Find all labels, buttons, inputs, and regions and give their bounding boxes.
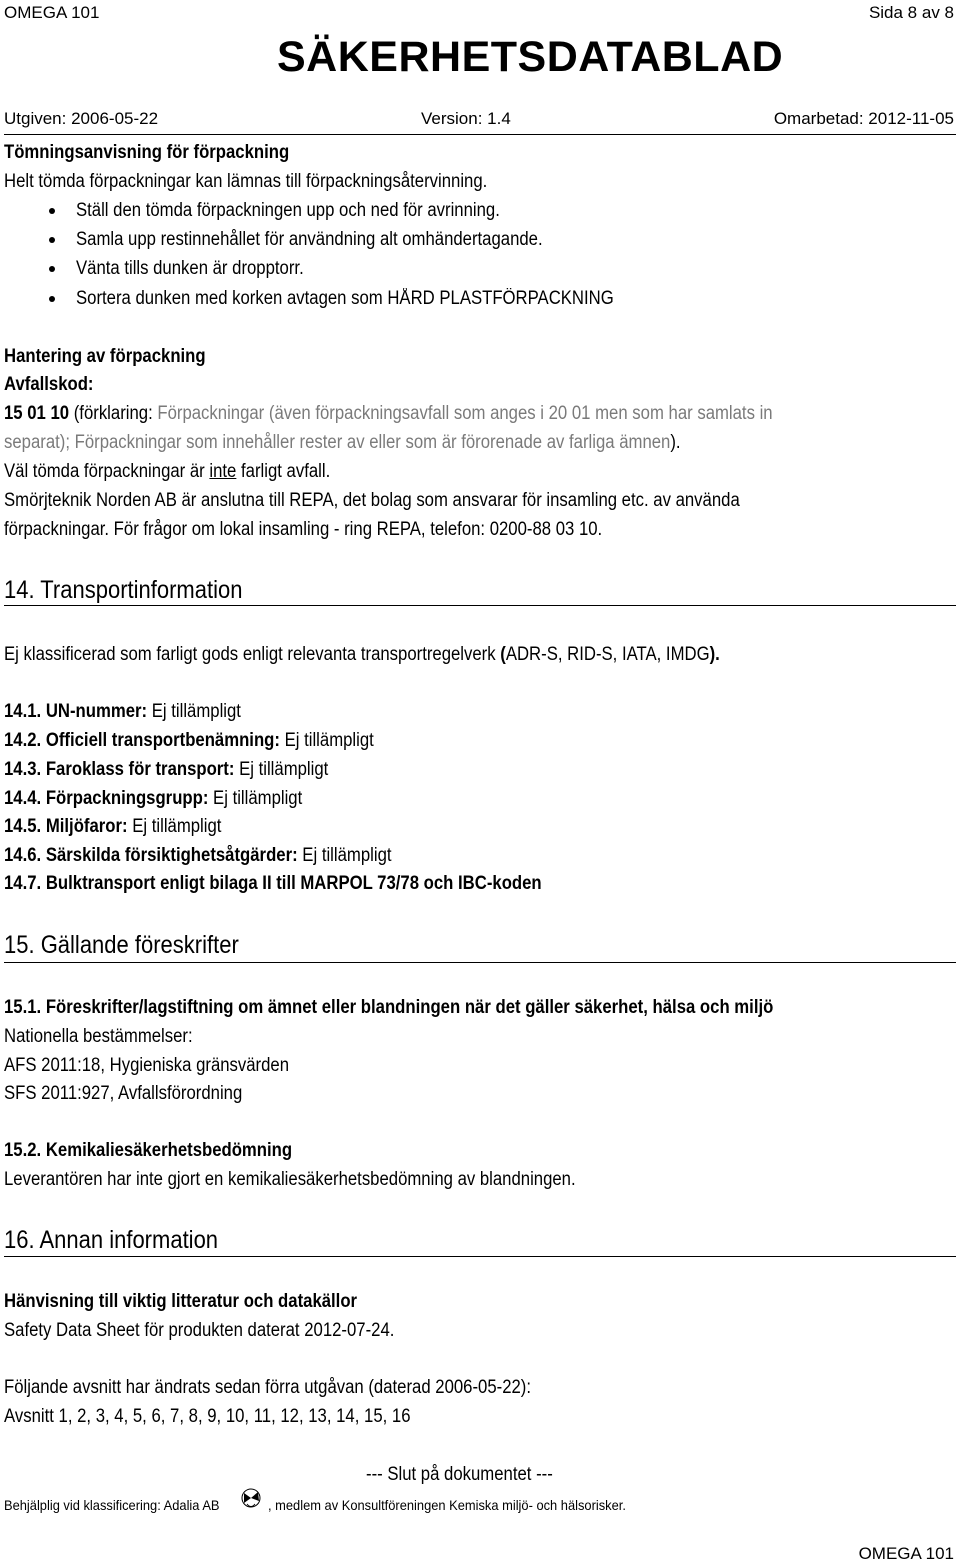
item-label: Miljöfaror: [45, 816, 128, 837]
item-value: Ej tillämpligt [213, 788, 303, 809]
waste-code-line2 [4, 433, 681, 452]
bullet-icon [49, 296, 55, 302]
waste-code-explanation-label: (förklaring: [73, 403, 153, 424]
emptying-heading: Tömningsanvisning för förpackning [4, 142, 290, 163]
item-label: Bulktransport enligt bilaga II till MARPOL 73/78 och IBC-koden [45, 873, 542, 894]
emptying-bullet-2: Samla upp restinnehållet för användning alt omhändertagande. [76, 229, 543, 250]
header-product: OMEGA 101 [4, 3, 100, 22]
item-label: Särskilda försiktighetsåtgärder: [45, 845, 298, 866]
adalia-logo-icon [236, 1487, 266, 1513]
section-16-divider [4, 1256, 956, 1257]
national-regulations-label: Nationella bestämmelser: [4, 1026, 193, 1047]
section-14-intro [4, 645, 720, 664]
transport-item-14-3 [4, 760, 328, 779]
item-value: Ej tillämpligt [284, 730, 374, 751]
transport-intro-pre: Ej klassificerad som farligt gods enligt relevanta transportregelverk [4, 644, 501, 665]
section-14-heading: 14. Transportinformation [4, 576, 243, 604]
emptying-intro: Helt tömda förpackningar kan lämnas till förpackningsåtervinning. [4, 171, 488, 192]
waste-code-label: Avfallskod: [4, 374, 94, 395]
transport-item-14-5 [4, 817, 221, 836]
section-15-heading: 15. Gällande föreskrifter [4, 931, 239, 959]
emptying-bullet-1: Ställ den tömda förpackningen upp och ned för avrinning. [76, 200, 500, 221]
transport-item-14-2 [4, 731, 374, 750]
item-number: 14.3. [4, 759, 42, 780]
transport-item-14-6 [4, 846, 392, 865]
empty-note-post: farligt avfall. [236, 461, 331, 482]
references-heading: Hänvisning till viktig litteratur och datakällor [4, 1291, 358, 1312]
waste-code-explanation: Förpackningar (även förpackningsavfall som anges i 20 01 men som har samlats in [157, 403, 773, 424]
section-15-divider [4, 962, 956, 963]
transport-item-14-1 [4, 702, 241, 721]
item-number: 14.5. [4, 816, 42, 837]
item-label: Officiell transportbenämning: [45, 730, 280, 751]
item-value: Ej tillämpligt [151, 701, 241, 722]
repa-line-2: förpackningar. För frågor om lokal insamling - ring REPA, telefon: 0200-88 03 10. [4, 519, 603, 540]
document-title-text: SÄKERHETSDATABLAD [277, 33, 784, 81]
item-value: Ej tillämpligt [302, 845, 392, 866]
document-title [277, 33, 784, 81]
adalia-logo-svg [236, 1487, 266, 1513]
item-value: Ej tillämpligt [132, 816, 222, 837]
item-label: Förpackningsgrupp: [45, 788, 209, 809]
waste-code-explanation-close: ). [670, 432, 681, 453]
bullet-icon [49, 237, 55, 243]
header-revised-date: Omarbetad: 2012-11-05 [773, 109, 954, 128]
header-page-number: Sida 8 av 8 [868, 3, 954, 22]
section-14-divider [4, 605, 956, 606]
end-of-document: --- Slut på dokumentet --- [366, 1464, 553, 1485]
item-label: Faroklass för transport: [45, 759, 235, 780]
regulation-afs: AFS 2011:18, Hygieniska gränsvärden [4, 1055, 290, 1076]
empty-note-underlined: inte [209, 461, 237, 482]
header-divider [4, 134, 956, 135]
empty-note-pre: Väl tömda förpackningar är [4, 461, 210, 482]
bullet-icon [49, 266, 55, 272]
changed-sections-list: Avsnitt 1, 2, 3, 4, 5, 6, 7, 8, 9, 10, 11, 12, 13, 14, 15, 16 [4, 1406, 411, 1427]
item-number: 14.6. [4, 845, 42, 866]
section-15-2-heading: 15.2. Kemikaliesäkerhetsbedömning [4, 1140, 293, 1161]
waste-code: 15 01 10 [4, 403, 70, 424]
waste-code-explanation-cont: separat); Förpackningar som innehåller rester av eller som är förorenade av farliga ämnen [4, 432, 671, 453]
references-text: Safety Data Sheet för produkten daterat 2012-07-24. [4, 1320, 395, 1341]
item-number: 14.7. [4, 873, 42, 894]
handling-heading: Hantering av förpackning [4, 346, 206, 367]
item-value: Ej tillämpligt [239, 759, 329, 780]
item-label: UN-nummer: [45, 701, 148, 722]
item-number: 14.4. [4, 788, 42, 809]
footer-helper-post: , medlem av Konsultföreningen Kemiska miljö- och hälsorisker. [268, 1497, 626, 1513]
item-number: 14.1. [4, 701, 42, 722]
regulation-sfs: SFS 2011:927, Avfallsförordning [4, 1083, 243, 1104]
repa-line-1: Smörjteknik Norden AB är anslutna till REPA, det bolag som ansvarar för insamling etc. av använda [4, 490, 740, 511]
transport-intro-paren-close: ). [709, 644, 720, 665]
transport-intro-paren-open: ( [500, 644, 506, 665]
section-15-2-text: Leverantören har inte gjort en kemikaliesäkerhetsbedömning av blandningen. [4, 1169, 576, 1190]
transport-item-14-7 [4, 874, 542, 893]
transport-item-14-4 [4, 789, 302, 808]
header-version: Version: 1.4 [421, 109, 511, 128]
changed-sections-text: Följande avsnitt har ändrats sedan förra utgåvan (daterad 2006-05-22): [4, 1377, 532, 1398]
item-number: 14.2. [4, 730, 42, 751]
section-16-heading: 16. Annan information [4, 1226, 219, 1254]
bullet-icon [49, 208, 55, 214]
footer-helper-pre: Behjälplig vid klassificering: Adalia AB [4, 1497, 220, 1513]
emptying-bullet-3: Vänta tills dunken är dropptorr. [76, 258, 304, 279]
header-issued-date: Utgiven: 2006-05-22 [4, 109, 159, 128]
transport-intro-codes: ADR-S, RID-S, IATA, IMDG [505, 644, 710, 665]
empty-packaging-note [4, 462, 330, 481]
section-15-1-heading: 15.1. Föreskrifter/lagstiftning om ämnet eller blandningen när det gäller säkerhet, hälsa och miljö [4, 997, 774, 1018]
emptying-bullet-4: Sortera dunken med korken avtagen som HÅRD PLASTFÖRPACKNING [76, 288, 614, 309]
waste-code-line1 [4, 404, 773, 423]
footer-product: OMEGA 101 [858, 1544, 954, 1563]
